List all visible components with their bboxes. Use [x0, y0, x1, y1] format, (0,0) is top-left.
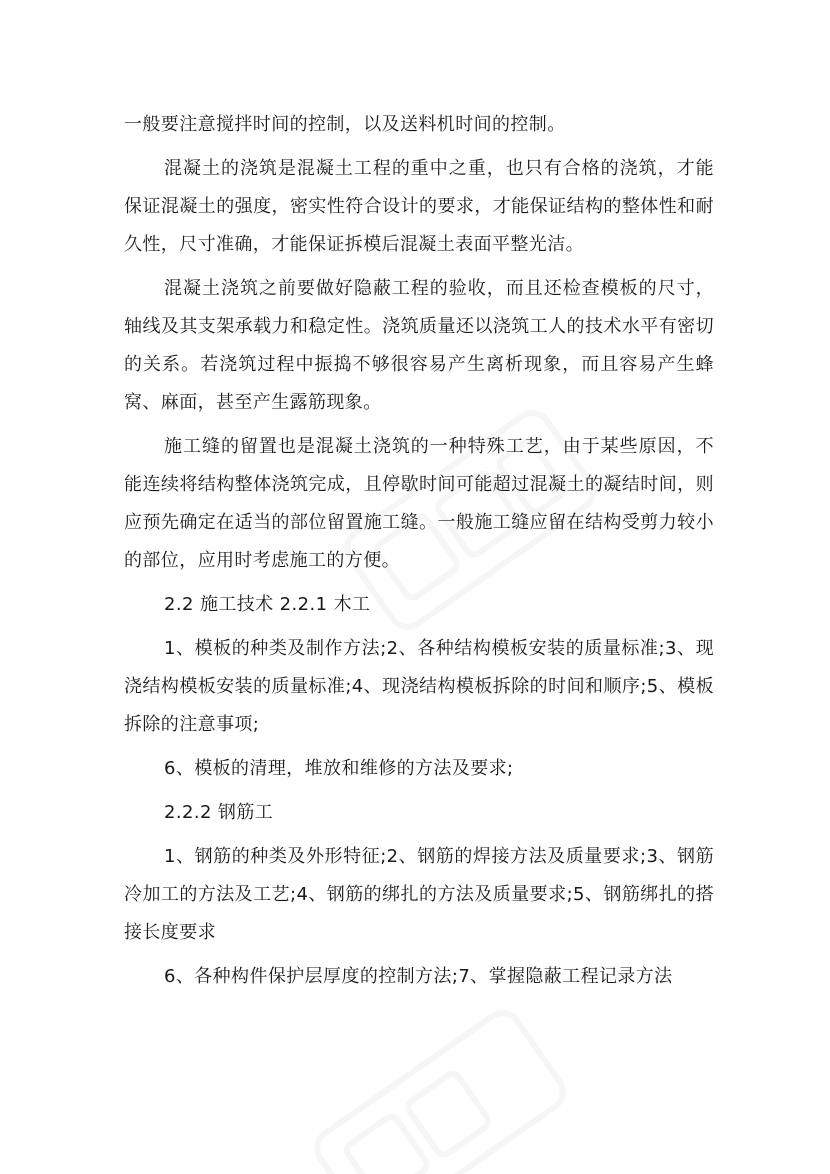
watermark-seal-bottom [310, 1006, 570, 1174]
document-body [124, 106, 714, 996]
list-formwork-item-6: 6、模板的清理，堆放和维修的方法及要求; [164, 758, 514, 779]
section-heading-rebar: 2.2.2 钢筋工 [164, 802, 274, 823]
section-heading-carpentry: 2.2 施工技术 2.2.1 木工 [164, 594, 371, 615]
paragraph-continuation: 一般要注意搅拌时间的控制，以及送料机时间的控制。 [124, 114, 566, 135]
list-rebar-items-continued: 6、各种构件保护层厚度的控制方法;7、掌握隐蔽工程记录方法 [164, 966, 673, 987]
list-rebar-items: 1、钢筋的种类及外形特征;2、钢筋的焊接方法及质量要求;3、钢筋冷加工的方法及工艺;4、钢筋的绑扎的方法及质量要求;5、钢筋绑扎的搭接长度要求 [124, 846, 714, 943]
paragraph-pouring: 混凝土的浇筑是混凝土工程的重中之重，也只有合格的浇筑，才能保证混凝土的强度，密实性符合设计的要求，才能保证结构的整体性和耐久性，尺寸准确，才能保证拆模后混凝土表面平整光洁。 [124, 158, 714, 255]
list-formwork-items: 1、模板的种类及制作方法;2、各种结构模板安装的质量标准;3、现浇结构模板安装的质量标准;4、现浇结构模板拆除的时间和顺序;5、模板拆除的注意事项; [124, 638, 714, 735]
paragraph-construction-joint: 施工缝的留置也是混凝土浇筑的一种特殊工艺，由于某些原因，不能连续将结构整体浇筑完成，且停歇时间可能超过混凝土的凝结时间，则应预先确定在适当的部位留置施工缝。一般施工缝应留在结构受剪力较小的部位，应用时考虑施工的方便。 [124, 436, 714, 571]
paragraph-inspection: 混凝土浇筑之前要做好隐蔽工程的验收，而且还检查模板的尺寸，轴线及其支架承载力和稳定性。浇筑质量还以浇筑工人的技术水平有密切的关系。若浇筑过程中振捣不够很容易产生离析现象，而且容易产生蜂窝、麻面，甚至产生露筋现象。 [124, 278, 714, 413]
